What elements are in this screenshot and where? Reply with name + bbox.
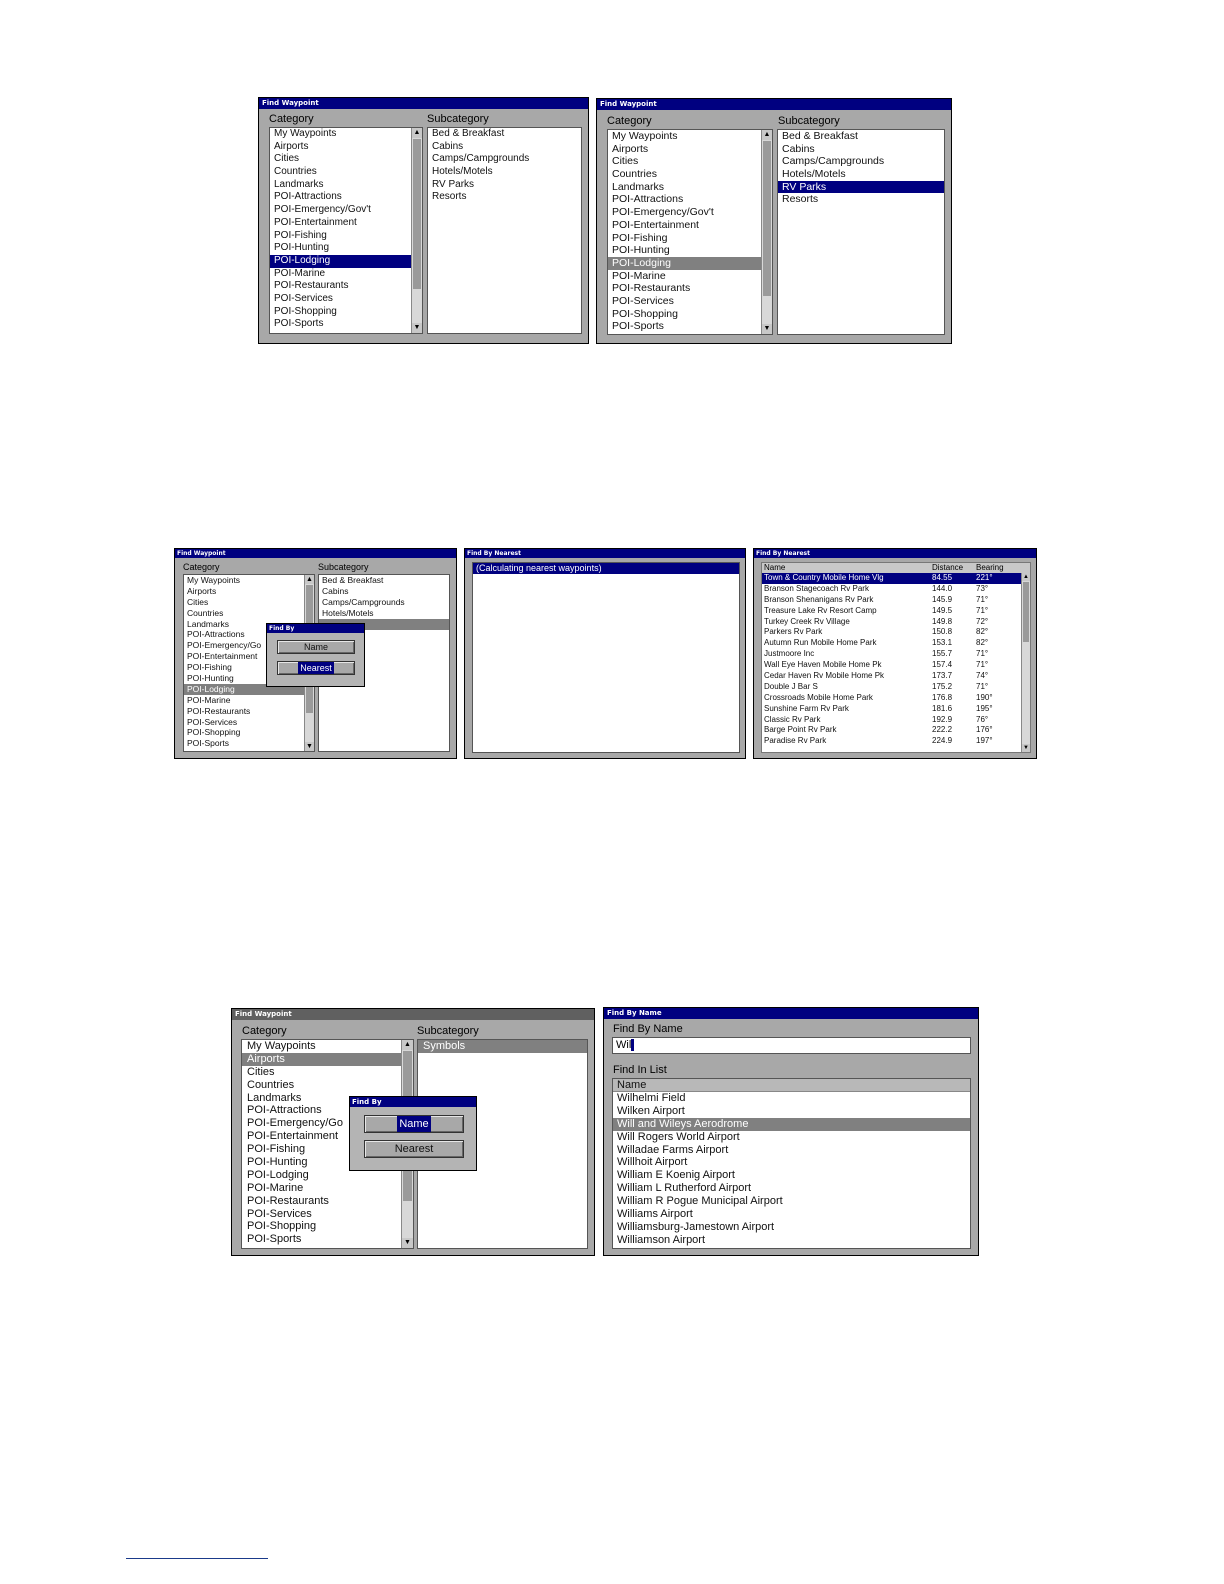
category-item[interactable]: POI-Lodging bbox=[247, 1168, 309, 1181]
category-item[interactable]: POI-Attractions bbox=[274, 191, 342, 203]
category-item[interactable]: POI-Sports bbox=[274, 318, 324, 330]
subcategory-item[interactable]: Hotels/Motels bbox=[782, 168, 846, 181]
category-item[interactable]: POI-Marine bbox=[612, 269, 666, 282]
scroll-down-icon[interactable]: ▼ bbox=[1023, 745, 1029, 751]
scroll-up-icon[interactable]: ▲ bbox=[402, 1040, 413, 1050]
cell-distance: 153.1 bbox=[932, 638, 953, 648]
category-item[interactable]: POI-Emergency/Go bbox=[187, 640, 262, 651]
table-row[interactable] bbox=[762, 606, 1021, 617]
category-item[interactable]: POI-Fishing bbox=[187, 662, 232, 673]
window-title: Find By Nearest bbox=[754, 549, 1036, 558]
cell-name: Justmoore Inc bbox=[764, 649, 815, 659]
cell-distance: 144.0 bbox=[932, 583, 953, 593]
cell-bearing: 82° bbox=[976, 627, 989, 637]
category-item[interactable]: POI-Services bbox=[247, 1207, 312, 1220]
category-item[interactable]: POI-Shopping bbox=[187, 727, 241, 738]
window-title: Find By Name bbox=[604, 1008, 978, 1019]
category-item[interactable]: POI-Entertainment bbox=[187, 651, 258, 662]
subcategory-item[interactable]: Symbols bbox=[418, 1040, 587, 1053]
category-item[interactable]: Cities bbox=[274, 153, 300, 165]
category-item[interactable]: POI-Shopping bbox=[247, 1220, 317, 1233]
category-header: Category bbox=[269, 113, 314, 125]
category-item[interactable]: POI-Sports bbox=[247, 1233, 302, 1246]
subcategory-item[interactable]: Bed & Breakfast bbox=[322, 575, 384, 585]
category-item[interactable]: POI-Emergency/Gov't bbox=[274, 204, 371, 216]
table-row[interactable] bbox=[762, 704, 1021, 715]
find-by-dialog bbox=[266, 623, 365, 687]
category-item[interactable]: Landmarks bbox=[247, 1091, 302, 1104]
category-item[interactable]: POI-Marine bbox=[247, 1181, 304, 1194]
category-item[interactable]: POI-Marine bbox=[187, 694, 231, 705]
category-item[interactable]: POI-Lodging bbox=[608, 257, 761, 270]
subcategory-header: Subcategory bbox=[318, 562, 369, 572]
nearest-button-label: Nearest bbox=[394, 1143, 434, 1155]
category-item[interactable]: Cities bbox=[247, 1065, 275, 1078]
cell-distance: 157.4 bbox=[932, 660, 953, 670]
cell-bearing: 195° bbox=[976, 703, 993, 713]
nearest-button[interactable] bbox=[364, 1140, 464, 1158]
column-name[interactable]: Name bbox=[613, 1079, 970, 1092]
cell-distance: 149.8 bbox=[932, 616, 953, 626]
scroll-up-icon[interactable]: ▲ bbox=[413, 129, 421, 136]
cell-name: Treasure Lake Rv Resort Camp bbox=[764, 605, 877, 615]
category-item[interactable]: POI-Lodging bbox=[184, 684, 304, 695]
category-item[interactable]: Airports bbox=[187, 585, 217, 596]
dialog-title: Find By bbox=[350, 1097, 476, 1107]
category-item[interactable]: POI-Hunting bbox=[187, 673, 234, 684]
category-item[interactable]: POI-Restaurants bbox=[187, 705, 251, 716]
subcategory-item[interactable]: Hotels/Motels bbox=[432, 166, 493, 178]
find-by-nearest-window-2 bbox=[753, 548, 1037, 759]
cell-distance: 181.6 bbox=[932, 703, 953, 713]
cell-name: Branson Stagecoach Rv Park bbox=[764, 583, 869, 593]
category-item[interactable]: POI-Fishing bbox=[247, 1143, 306, 1156]
category-item[interactable]: Countries bbox=[612, 168, 657, 181]
footnote-separator bbox=[126, 1558, 268, 1559]
table-row[interactable] bbox=[762, 638, 1021, 649]
category-item[interactable]: POI-Shopping bbox=[274, 305, 337, 317]
subcategory-item[interactable]: RV Parks bbox=[432, 178, 475, 190]
cell-name: Barge Point Rv Park bbox=[764, 725, 837, 735]
input-value: Wil bbox=[616, 1039, 632, 1051]
subcategory-item[interactable]: Bed & Breakfast bbox=[782, 130, 858, 142]
subcategory-list[interactable] bbox=[427, 127, 582, 334]
list-item[interactable]: William L Rutherford Airport bbox=[617, 1182, 752, 1195]
category-item[interactable]: POI-Emergency/Go bbox=[247, 1117, 343, 1130]
category-item[interactable]: My Waypoints bbox=[247, 1040, 316, 1052]
calculating-status: (Calculating nearest waypoints) bbox=[473, 563, 739, 574]
window-title: Find Waypoint bbox=[597, 99, 951, 110]
cell-bearing: 71° bbox=[976, 681, 989, 691]
text-caret bbox=[631, 1039, 634, 1051]
category-item[interactable]: Airports bbox=[612, 142, 649, 155]
subcategory-header: Subcategory bbox=[778, 115, 840, 127]
category-item[interactable]: POI-Lodging bbox=[270, 255, 411, 268]
category-item[interactable]: Countries bbox=[247, 1078, 295, 1091]
nearest-button[interactable] bbox=[277, 661, 355, 675]
category-item[interactable]: POI-Hunting bbox=[612, 244, 670, 257]
subcategory-item[interactable]: Cabins bbox=[782, 142, 815, 155]
category-item[interactable]: POI-Sports bbox=[612, 320, 664, 333]
cell-name: Sunshine Farm Rv Park bbox=[764, 703, 849, 713]
category-item[interactable]: Landmarks bbox=[274, 178, 324, 190]
cell-bearing: 71° bbox=[976, 594, 989, 604]
cell-distance: 176.8 bbox=[932, 692, 953, 702]
category-item[interactable]: POI-Emergency/Gov't bbox=[612, 206, 714, 219]
name-search-input[interactable] bbox=[612, 1037, 971, 1054]
table-row[interactable] bbox=[762, 715, 1021, 726]
nearest-button-label: Nearest bbox=[300, 663, 332, 673]
name-button-label: Name bbox=[303, 642, 328, 652]
category-header: Category bbox=[607, 115, 652, 127]
column-distance[interactable]: Distance bbox=[932, 563, 964, 572]
table-header bbox=[762, 563, 1030, 573]
subcategory-list[interactable] bbox=[777, 129, 945, 335]
table-row[interactable] bbox=[762, 595, 1021, 606]
subcategory-item[interactable]: Camps/Campgrounds bbox=[322, 596, 405, 607]
category-item[interactable]: Landmarks bbox=[187, 618, 230, 629]
list-item[interactable]: Wilken Airport bbox=[617, 1104, 685, 1117]
cell-distance: 149.5 bbox=[932, 605, 953, 615]
cell-bearing: 221° bbox=[976, 573, 993, 582]
cell-bearing: 197° bbox=[976, 736, 993, 746]
find-waypoint-window-3 bbox=[174, 548, 457, 759]
list-item[interactable]: Williamsburg-Jamestown Airport bbox=[617, 1220, 775, 1233]
cell-name: Classic Rv Park bbox=[764, 714, 821, 724]
list-item[interactable]: William E Koenig Airport bbox=[617, 1169, 735, 1182]
nearest-results-table[interactable] bbox=[761, 562, 1031, 753]
category-item[interactable]: My Waypoints bbox=[612, 130, 678, 142]
category-item[interactable]: My Waypoints bbox=[187, 575, 241, 585]
cell-name: Cedar Haven Rv Mobile Home Pk bbox=[764, 671, 885, 681]
cell-distance: 224.9 bbox=[932, 736, 953, 746]
category-item[interactable]: POI-Fishing bbox=[274, 229, 327, 241]
cell-name: Turkey Creek Rv Village bbox=[764, 616, 850, 626]
find-waypoint-window-1 bbox=[258, 97, 589, 344]
cell-distance: 84.55 bbox=[932, 573, 953, 582]
category-item[interactable]: My Waypoints bbox=[274, 128, 337, 139]
category-item[interactable]: POI-Sports bbox=[187, 738, 230, 749]
name-button-label: Name bbox=[399, 1118, 429, 1130]
subcategory-item[interactable]: Resorts bbox=[432, 191, 467, 203]
cell-name: Autumn Run Mobile Home Park bbox=[764, 638, 877, 648]
subcategory-item[interactable]: Cabins bbox=[322, 585, 349, 596]
find-by-dialog bbox=[349, 1096, 477, 1171]
cell-name: Double J Bar S bbox=[764, 681, 818, 691]
table-row[interactable] bbox=[762, 649, 1021, 660]
table-row[interactable] bbox=[762, 573, 1021, 584]
category-item[interactable]: POI-Entertainment bbox=[612, 218, 699, 231]
list-item[interactable]: William R Pogue Municipal Airport bbox=[617, 1195, 783, 1208]
scroll-up-icon[interactable]: ▲ bbox=[763, 131, 771, 138]
cell-distance: 173.7 bbox=[932, 671, 953, 681]
subcategory-item[interactable]: Cabins bbox=[432, 140, 464, 152]
cell-name: Branson Shenanigans Rv Park bbox=[764, 594, 874, 604]
category-item[interactable]: Cities bbox=[612, 155, 639, 168]
cell-bearing: 71° bbox=[976, 660, 989, 670]
category-list[interactable] bbox=[269, 127, 423, 334]
cell-name: Paradise Rv Park bbox=[764, 736, 827, 746]
category-item[interactable]: POI-Attractions bbox=[187, 629, 245, 640]
column-name[interactable]: Name bbox=[764, 563, 786, 572]
cell-name: Parkers Rv Park bbox=[764, 627, 823, 637]
category-item[interactable]: POI-Attractions bbox=[612, 193, 684, 206]
category-header: Category bbox=[183, 562, 220, 572]
subcategory-item[interactable]: Resorts bbox=[782, 193, 819, 206]
category-item[interactable]: POI-Entertainment bbox=[274, 216, 357, 228]
list-item[interactable]: Williamson Airport bbox=[617, 1233, 706, 1246]
cell-distance: 150.8 bbox=[932, 627, 953, 637]
category-header: Category bbox=[242, 1025, 287, 1037]
list-item[interactable]: Williams Airport bbox=[617, 1208, 693, 1221]
category-item[interactable]: POI-Shopping bbox=[612, 307, 678, 320]
nearest-results-list[interactable] bbox=[472, 562, 740, 753]
scroll-thumb[interactable] bbox=[1023, 582, 1029, 642]
scroll-down-icon[interactable]: ▼ bbox=[402, 1238, 413, 1248]
column-bearing[interactable]: Bearing bbox=[976, 563, 1004, 572]
table-row[interactable] bbox=[762, 617, 1021, 628]
subcategory-header: Subcategory bbox=[417, 1025, 479, 1037]
name-results-list[interactable] bbox=[612, 1078, 971, 1249]
dialog-title: Find By bbox=[267, 624, 364, 633]
list-item[interactable]: Wilhelmi Field bbox=[617, 1092, 686, 1104]
cell-bearing: 76° bbox=[976, 714, 989, 724]
category-item[interactable]: POI-Entertainment bbox=[247, 1130, 339, 1143]
category-item[interactable]: POI-Services bbox=[612, 294, 674, 307]
list-item[interactable]: Will and Wileys Aerodrome bbox=[613, 1118, 970, 1131]
category-item[interactable]: Landmarks bbox=[612, 180, 664, 193]
find-in-list-label: Find In List bbox=[613, 1064, 667, 1076]
cell-name: Town & Country Mobile Home Vlg bbox=[764, 573, 884, 582]
cell-name: Crossroads Mobile Home Park bbox=[764, 692, 873, 702]
subcategory-item[interactable]: Camps/Campgrounds bbox=[782, 155, 885, 168]
category-item[interactable]: POI-Services bbox=[187, 716, 238, 727]
scroll-up-icon[interactable]: ▲ bbox=[1023, 574, 1029, 580]
results-scrollbar[interactable] bbox=[1021, 573, 1030, 752]
scroll-down-icon[interactable]: ▼ bbox=[306, 743, 313, 750]
list-item[interactable]: Willhoit Airport bbox=[617, 1156, 688, 1169]
cell-distance: 145.9 bbox=[932, 594, 953, 604]
category-list[interactable] bbox=[607, 129, 773, 335]
cell-bearing: 71° bbox=[976, 605, 989, 615]
category-item[interactable]: POI-Hunting bbox=[247, 1156, 308, 1169]
find-waypoint-window-4 bbox=[231, 1008, 595, 1256]
cell-distance: 155.7 bbox=[932, 649, 953, 659]
cell-bearing: 71° bbox=[976, 649, 989, 659]
category-item[interactable]: POI-Restaurants bbox=[247, 1194, 329, 1207]
window-title: Find Waypoint bbox=[259, 98, 588, 109]
subcategory-item[interactable]: RV Parks bbox=[778, 181, 944, 194]
category-item[interactable]: POI-Restaurants bbox=[612, 282, 691, 295]
category-item[interactable]: Cities bbox=[187, 596, 209, 607]
category-item[interactable]: POI-Attractions bbox=[247, 1104, 322, 1117]
scroll-down-icon[interactable]: ▼ bbox=[413, 324, 421, 331]
subcategory-item[interactable]: Bed & Breakfast bbox=[432, 128, 505, 139]
category-item[interactable]: POI-Services bbox=[274, 292, 333, 304]
window-title: Find By Nearest bbox=[465, 549, 745, 558]
subcategory-item[interactable]: Camps/Campgrounds bbox=[432, 153, 530, 165]
table-row[interactable] bbox=[762, 682, 1021, 693]
cell-bearing: 176° bbox=[976, 725, 993, 735]
scroll-thumb[interactable] bbox=[413, 139, 421, 289]
category-scrollbar[interactable] bbox=[761, 130, 772, 334]
name-button[interactable] bbox=[364, 1115, 464, 1133]
cell-distance: 175.2 bbox=[932, 681, 953, 691]
category-item[interactable]: Airports bbox=[242, 1053, 401, 1066]
name-button[interactable] bbox=[277, 640, 355, 654]
cell-bearing: 74° bbox=[976, 671, 989, 681]
table-row[interactable] bbox=[762, 671, 1021, 682]
category-item[interactable]: Airports bbox=[274, 140, 309, 152]
list-item[interactable]: Willadae Farms Airport bbox=[617, 1143, 729, 1156]
cell-name: Wall Eye Haven Mobile Home Pk bbox=[764, 660, 882, 670]
cell-bearing: 72° bbox=[976, 616, 989, 626]
window-title: Find Waypoint bbox=[232, 1009, 594, 1020]
scroll-thumb[interactable] bbox=[763, 141, 771, 296]
find-waypoint-window-2 bbox=[596, 98, 952, 344]
category-item[interactable]: POI-Fishing bbox=[612, 231, 668, 244]
category-item[interactable]: POI-Hunting bbox=[274, 242, 330, 254]
table-row[interactable] bbox=[762, 693, 1021, 704]
table-row[interactable] bbox=[762, 627, 1021, 638]
window-title: Find Waypoint bbox=[175, 549, 456, 558]
category-scrollbar[interactable] bbox=[411, 128, 422, 333]
category-item[interactable]: Countries bbox=[187, 607, 224, 618]
category-item[interactable]: POI-Marine bbox=[274, 267, 326, 279]
category-item[interactable]: POI-Restaurants bbox=[274, 280, 349, 292]
table-row[interactable] bbox=[762, 660, 1021, 671]
table-row[interactable] bbox=[762, 725, 1021, 736]
subcategory-header: Subcategory bbox=[427, 113, 489, 125]
cell-distance: 192.9 bbox=[932, 714, 953, 724]
table-row[interactable] bbox=[762, 736, 1021, 747]
cell-bearing: 82° bbox=[976, 638, 989, 648]
table-row[interactable] bbox=[762, 584, 1021, 595]
cell-bearing: 190° bbox=[976, 692, 993, 702]
find-by-nearest-window-1 bbox=[464, 548, 746, 759]
scroll-down-icon[interactable]: ▼ bbox=[763, 325, 771, 332]
find-by-name-label: Find By Name bbox=[613, 1023, 683, 1035]
find-by-name-window bbox=[603, 1007, 979, 1256]
scroll-up-icon[interactable]: ▲ bbox=[306, 576, 313, 583]
cell-distance: 222.2 bbox=[932, 725, 953, 735]
subcategory-item[interactable]: Hotels/Motels bbox=[322, 607, 374, 618]
list-item[interactable]: Will Rogers World Airport bbox=[617, 1130, 740, 1143]
cell-bearing: 73° bbox=[976, 583, 989, 593]
category-item[interactable]: Countries bbox=[274, 166, 317, 178]
